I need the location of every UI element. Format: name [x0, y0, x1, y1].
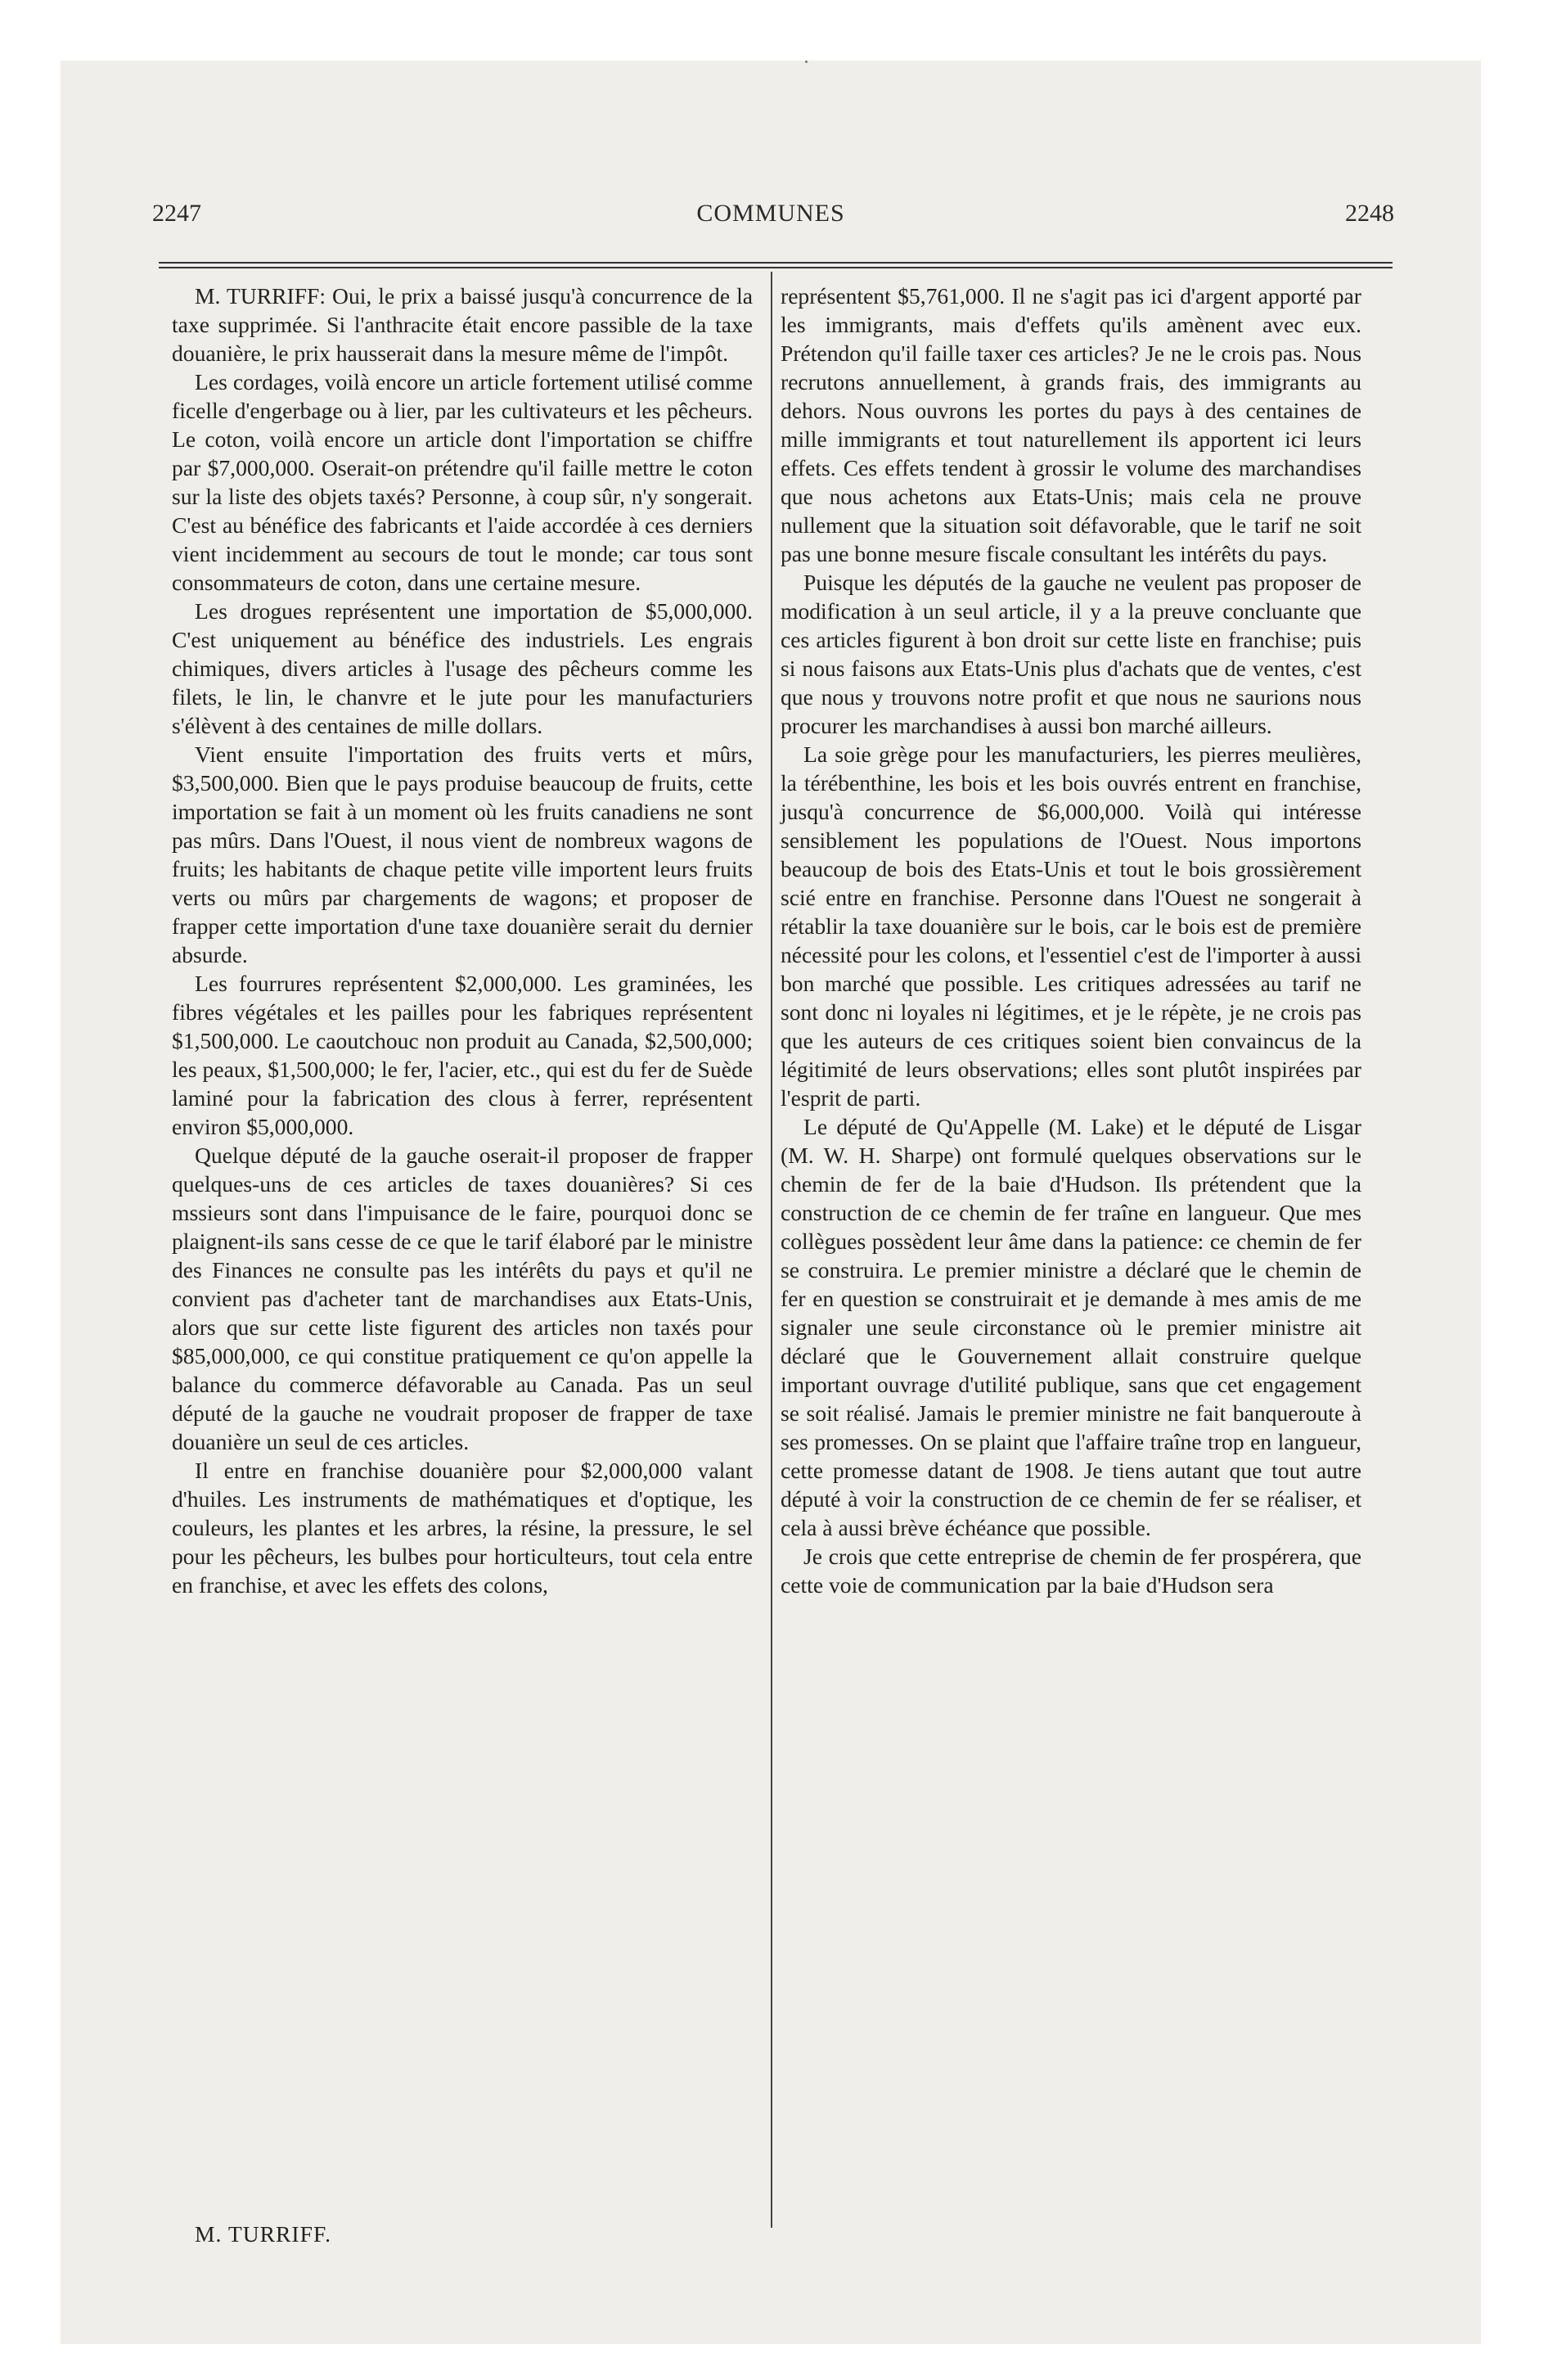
- paragraph: Les cordages, voilà encore un article fortement utilisé comme ficelle d'engerbage ou à lier, par les cultivateurs et les pêcheurs. Le coton, voilà encore un article dont l'importation se chiffre par $7,000,000. Oserait-on prétendre qu'il faille mettre le coton sur la liste des objets taxés? Personne, à coup sûr, n'y songerait. C'est au bénéfice des fabricants et l'aide accordée à ces derniers vient incidemment au secours de tout le monde; car tous sont consommateurs de coton, dans une certaine mesure.: [172, 369, 753, 595]
- paragraph: Vient ensuite l'importation des fruits verts et mûrs, $3,500,000. Bien que le pays produise beaucoup de fruits, cette importation se fait à un moment où les fruits canadiens ne sont pas mûrs. Dans l'Ouest, il nous vient de nombreux wagons de fruits; les habitants de chaque petite ville importent leurs fruits verts ou mûrs par chargements de wagons; et proposer de frapper cette importation d'une taxe douanière serait du dernier absurde.: [172, 741, 753, 967]
- column-divider: [771, 272, 772, 2228]
- paragraph: Le député de Qu'Appelle (M. Lake) et le député de Lisgar (M. W. H. Sharpe) ont formulé quelques observations sur le chemin de fer de la baie d'Hudson. Ils prétendent que la construction de ce chemin de fer traîne en langueur. Que mes collègues possèdent leur âme dans la patience: ce chemin de fer se construira. Le premier ministre a déclaré que le chemin de fer en question se construirait et je demande à mes amis de me signaler une seule circonstance où le premier ministre ait déclaré que le Gouvernement allait construire quelque important ouvrage d'utilité publique, sans que cet engagement se soit réalisé. Jamais le premier ministre ne fait banqueroute à ses promesses. On se plaint que l'affaire traîne trop en langueur, cette promesse datant de 1908. Je tiens autant que tout autre député à voir la construction de ce chemin de fer se réaliser, et cela à aussi brève échéance que possible.: [781, 1114, 1361, 1540]
- right-page-number: 2248: [1345, 200, 1394, 227]
- scanned-page: [61, 61, 1481, 2344]
- paragraph: La soie grège pour les manufacturiers, les pierres meulières, la térébenthine, les bois et les bois ouvrés entrent en franchise, jusqu'à concurrence de $6,000,000. Voilà qui intéresse sensiblement les populations de l'Ouest. Nous importons beaucoup de bois des Etats-Unis et tout le bois grossièrement scié entre en franchise. Personne dans l'Ouest ne songerait à rétablir la taxe douanière sur le bois, car le bois est de première nécessité pour les colons, et l'essentiel c'est de l'importer à aussi bon marché que possible. Les critiques adressées au tarif ne sont donc ni loyales ni légitimes, et je le répète, je ne crois pas que les auteurs de ces critiques soient bien convaincus de la légitimité de leurs observations; elles sont plutôt inspirées par l'esprit de parti.: [781, 741, 1361, 1111]
- running-title: COMMUNES: [696, 200, 845, 227]
- paragraph: Quelque député de la gauche oserait-il proposer de frapper quelques-uns de ces articles de taxes douanières? Si ces mssieurs sont dans l'impuisance de le faire, pourquoi donc se plaignent-ils sans cesse de ce que le tarif élaboré par le ministre des Finances ne consulte pas les intérêts du pays et qu'il ne convient pas d'acheter tant de marchandises aux Etats-Unis, alors que sur cette liste figurent des articles non taxés pour $85,000,000, ce qui constitue pratiquement ce qu'on appelle la balance du commerce défavorable au Canada. Pas un seul député de la gauche ne voudrait proposer de frapper de taxe douanière un seul de ces articles.: [172, 1143, 753, 1454]
- header-rule-top: [159, 262, 1393, 264]
- page-header: [61, 200, 1481, 232]
- right-column: [781, 282, 1361, 1599]
- paragraph: M. TURRIFF: Oui, le prix a baissé jusqu'à concurrence de la taxe supprimée. Si l'anthracite était encore passible de la taxe douanière, le prix hausserait dans la mesure même de l'impôt.: [172, 283, 753, 366]
- scan-speck: [805, 61, 808, 63]
- left-page-number: 2247: [152, 200, 201, 227]
- paragraph: Il entre en franchise douanière pour $2,000,000 valant d'huiles. Les instruments de mathématiques et d'optique, les couleurs, les plantes et les arbres, la résine, la pressure, le sel pour les pêcheurs, les bulbes pour horticulteurs, tout cela entre en franchise, et avec les effets des colons,: [172, 1458, 753, 1598]
- paragraph: Puisque les députés de la gauche ne veulent pas proposer de modification à un seul article, il y a la preuve concluante que ces articles figurent à bon droit sur cette liste en franchise; puis si nous faisons aux Etats-Unis plus d'achats que de ventes, c'est que nous y trouvons notre profit et que nous ne saurions nous procurer les marchandises à aussi bon marché ailleurs.: [781, 570, 1361, 738]
- left-column: [172, 282, 753, 1599]
- paragraph: Les drogues représentent une importation de $5,000,000. C'est uniquement au bénéfice des industriels. Les engrais chimiques, divers articles à l'usage des pêcheurs comme les filets, le lin, le chanvre et le jute pour les manufacturiers s'élèvent à des centaines de mille dollars.: [172, 598, 753, 738]
- header-rule-bottom: [159, 267, 1393, 268]
- paragraph: Les fourrures représentent $2,000,000. Les graminées, les fibres végétales et les pailles pour les fabriques représentent $1,500,000. Le caoutchouc non produit au Canada, $2,500,000; les peaux, $1,500,000; le fer, l'acier, etc., qui est du fer de Suède laminé pour la fabrication des clous à ferrer, représentent environ $5,000,000.: [172, 971, 753, 1139]
- paragraph: Je crois que cette entreprise de chemin de fer prospérera, que cette voie de communication par la baie d'Hudson sera: [781, 1544, 1361, 1598]
- paragraph: représentent $5,761,000. Il ne s'agit pas ici d'argent apporté par les immigrants, mais d'effets qu'ils amènent avec eux. Prétendon qu'il faille taxer ces articles? Je ne le crois pas. Nous recrutons annuellement, à grands frais, des immigrants au dehors. Nous ouvrons les portes du pays à des centaines de mille immigrants et tout naturellement ils apportent ici leurs effets. Ces effets tendent à grossir le volume des marchandises que nous achetons aux Etats-Unis; mais cela ne prouve nullement que la situation soit défavorable, que le tarif ne soit pas une bonne mesure fiscale consultant les intérêts du pays.: [781, 283, 1361, 566]
- continued-speaker-label: M. TURRIFF.: [195, 2221, 331, 2247]
